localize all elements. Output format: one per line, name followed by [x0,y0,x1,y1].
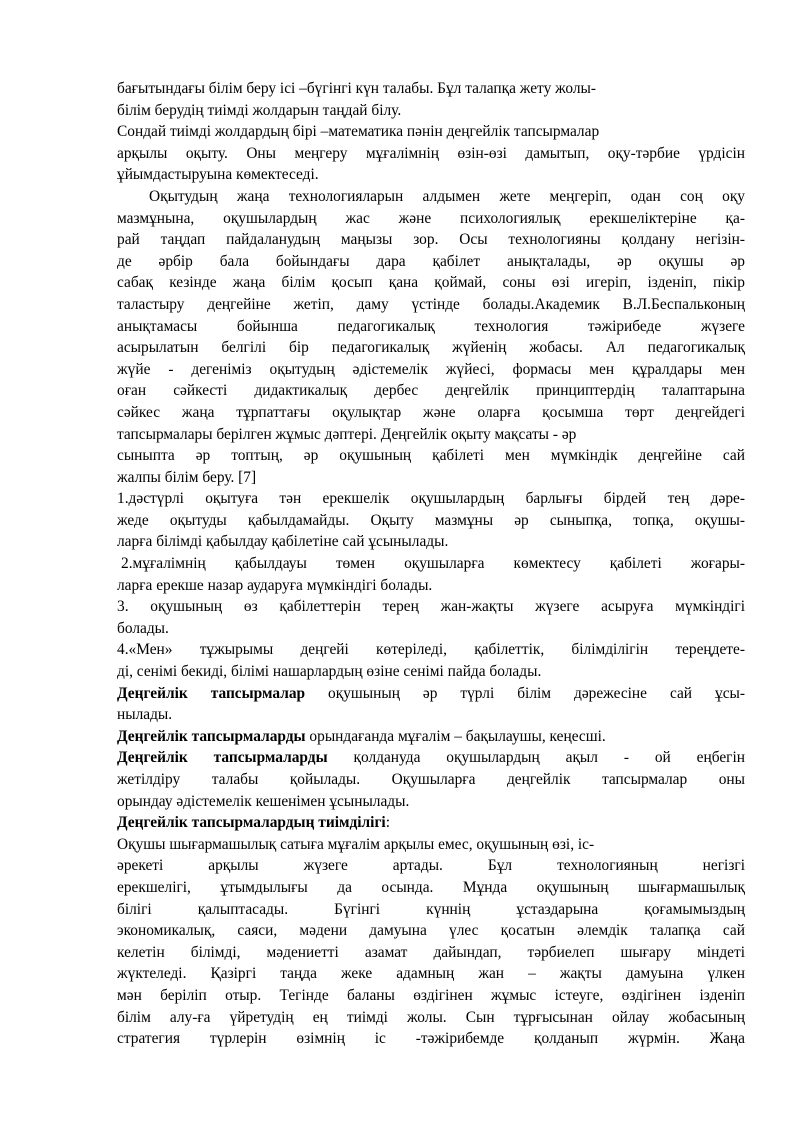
text-line [117,1007,745,1029]
line-text: мазмұнына, оқушылардың жас және психологиялық ерекшеліктеріне қа- [117,209,745,227]
text-line [117,316,745,338]
line-text: жетілдіру талабы қойылады. Оқушыларға деңгейлік тапсырмалар оны [117,771,745,788]
line-text: асырылатын белгілі бір педагогикалық жүйенің жобасы. Ал педагогикалық [117,339,745,357]
line-text: бағытындағы білім беру ісі –бүгінгі күн талабы. Бұл талапқа жету жолы- [117,80,597,97]
document-page [117,78,745,1050]
line-text: ді, сенімі бекиді, білімі нашарлардың өзіне сенімі пайда болады. [117,663,542,681]
line-text: оған сәйкесті дидактикалық дербес деңгейлік принциптердің талаптарына [117,382,745,400]
line-text: ларға білімді қабылдау қабілетіне сай ұсынылады. [117,533,449,551]
line-text: Оқушы шығармашылық сатыға мұғалім арқылы емес, оқушының өзі, іс- [117,835,595,853]
line-text: 1.дәстүрлі оқытуға тән ерекшелік оқушылардың барлығы бірдей тең дәре- [117,490,745,508]
text-line [117,208,745,230]
line-text: рай таңдап пайдаланудың маңызы зор. Осы технологияны қолдану негізін- [117,231,745,249]
text-line [117,121,745,143]
text-line [117,402,745,424]
text-line [117,661,745,683]
text-line [117,424,745,446]
line-text: сабақ кезінде жаңа білім қосып қана қоймай, соны өзі игеріп, ізденіп, пікір [117,274,745,292]
line-text: Оқытудың жаңа технологияларын алдымен жете меңгеріп, одан соң оқу [149,187,745,205]
line-text: де әрбір бала бойындағы дара қабілет анықталады, әр оқушы әр [117,252,745,270]
text-line [117,791,745,813]
line-text: экономикалық, саяси, мәдени дамуына үлес қосатын әлемдік талапқа сай [117,922,745,940]
line-text: ерекшелігі, ұтымдылығы да осында. Мұнда оқушының шығармашылық [117,878,745,896]
text-line [117,963,745,985]
text-line [117,834,745,856]
text-line [117,359,745,381]
text-line [117,531,745,553]
text-line [117,164,745,186]
text-line [117,769,745,791]
text-line [117,251,745,273]
line-text: жүйе - дегеніміз оқытудың әдістемелік жүйесі, формасы мен құралдары мен [117,360,745,378]
line-text: таластыру деңгейіне жетіп, даму үстінде болады.Академик В.Л.Беспальконың [117,295,745,313]
bold-term: Деңгейлік тапсырмалардың тиімділігі [117,814,386,832]
line-text: сыныпта әр топтың, әр оқушының қабілеті мен мүмкіндік деңгейіне сай [117,447,745,465]
text-line [117,380,745,402]
line-text: оқушының әр түрлі білім дәрежесіне сай ұсы- [305,684,745,702]
text-line [117,704,745,726]
line-text: 3. оқушының өз қабілеттерін терең жан-жақты жүзеге асыруға мүмкіндігі [117,598,745,616]
text-line [117,683,745,705]
text-line [117,899,745,921]
text-line [117,920,745,942]
text-line [117,229,745,251]
text-line [117,877,745,899]
line-text: тапсырмалары берілген жұмыс дәптері. Деңгейлік оқыту мақсаты - әр [117,425,577,443]
line-text: 4.«Мен» тұжырымы деңгейі көтеріледі, қабілеттік, білімділігін тереңдете- [117,641,745,659]
text-line [117,1028,745,1050]
line-text: білім алу-ға үйретудің ең тиімді жолы. Сын тұрғысынан ойлау жобасының [117,1008,745,1026]
line-text: арқылы оқыту. Оны меңгеру мұғалімнің өзін-өзі дамытып, оқу-тәрбие үрдісін [117,144,745,162]
line-text: әрекеті арқылы жүзеге артады. Бұл технологияның негізгі [117,857,745,875]
line-text: жүктеледі. Қазіргі таңда жеке адамның жан – жақты дамуына үлкен [117,965,745,983]
text-line [117,294,745,316]
text-line [117,596,745,618]
text-line [117,445,745,467]
line-text: : [385,814,390,832]
text-line [117,467,745,489]
line-text: стратегия түрлерін өзімнің іс -тәжірибемде қолданып жүрмін. Жаңа [117,1030,745,1048]
bold-term: Деңгейлік тапсырмалар [117,684,306,702]
line-text: жалпы білім беру. [7] [117,468,257,486]
text-line [117,100,745,122]
text-line [117,855,745,877]
text-line [117,488,745,510]
bold-term: Деңгейлік тапсырмаларды [117,749,328,767]
line-text: білім берудің тиімді жолдарын таңдай білу. [117,101,402,119]
line-text: Сондай тиімді жолдардың бірі –математика пәнін деңгейлік тапсырмалар [117,123,600,141]
line-text: ларға ерекше назар аударуға мүмкіндігі болады. [117,576,433,594]
line-text: орындау әдістемелік кешенімен ұсынылады. [117,792,410,810]
line-text: келетін білімді, мәдениетті азамат дайындап, тәрбиелеп шығару міндеті [117,943,745,961]
text-line [117,747,745,769]
bold-term: Деңгейлік тапсырмаларды [117,727,306,745]
text-line [117,272,745,294]
text-line [117,143,745,165]
text-line [117,618,745,640]
text-line [117,553,745,575]
line-text: нылады. [117,706,173,724]
text-line [117,186,745,208]
text-line [117,510,745,532]
text-line [117,575,745,597]
line-text: қолдануда оқушылардың ақыл - ой еңбегін [327,749,745,767]
line-text: білігі қалыптасады. Бүгінгі күннің ұстаздарына қоғамымыздың [117,900,745,918]
text-line [117,812,745,834]
text-line [117,726,745,748]
text-line [117,942,745,964]
line-text: жеде оқытуды қабылдамайды. Оқыту мазмұны әр сыныпқа, топқа, оқушы- [117,511,745,529]
line-text: орындағанда мұғалім – бақылаушы, кеңесші. [305,727,606,745]
line-text: анықтамасы бойынша педагогикалық технология тәжірибеде жүзеге [117,317,745,335]
line-text: ұйымдастыруына көмектеседі. [117,166,319,184]
text-line [117,78,745,100]
text-line [117,639,745,661]
line-text: сәйкес жаңа тұрпаттағы оқулықтар және оларға қосымша төрт деңгейдегі [117,403,745,421]
text-line [117,337,745,359]
line-text: 2.мұғалімнің қабылдауы төмен оқушыларға көмектесу қабілеті жоғары- [121,555,745,573]
text-line [117,985,745,1007]
line-text: болады. [117,619,169,637]
line-text: мән беріліп отыр. Тегінде баланы өздігінен жұмыс істеуге, өздігінен ізденіп [117,986,745,1004]
